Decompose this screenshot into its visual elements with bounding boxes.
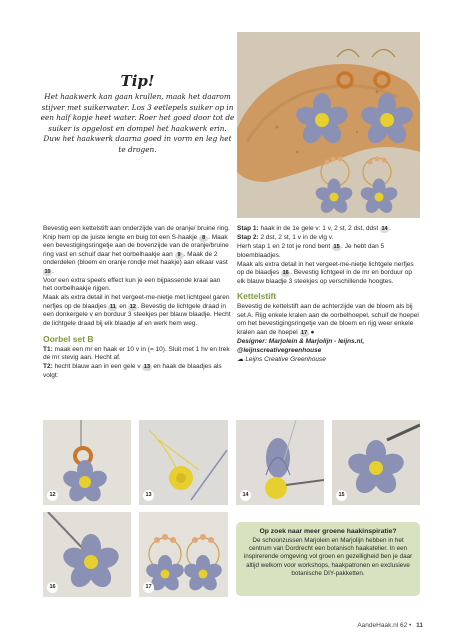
step-photo-12 (43, 420, 131, 505)
promo-text: De schoonzussen Marjolein en Marjolijn hebben in het centrum van Dordrecht een botanisch haakatelier. In een inspirerende omgeving vol groen en gezelligheid ben je daar altijd welkom voor workshops, haakpatronen en exclusieve botanische DIY-pakketten. (243, 537, 413, 577)
heading-oorbel-set-b: Oorbel set B (43, 333, 94, 344)
stap-2: Stap 2: 2 dst, 2 st, 1 v in de vlg v. (237, 234, 334, 242)
instructions-right-column (237, 225, 420, 365)
promo-title: Op zoek naar meer groene haakinspiratie? (259, 528, 397, 535)
instructions-left-column (43, 225, 231, 381)
step-badge: 8 (199, 235, 208, 242)
step-badge: 14 (381, 226, 388, 232)
step-badge: 9 (175, 252, 184, 259)
footer-site: AandeHaak.nl 62 (357, 622, 408, 629)
designer-credit: Designer: Marjolein & Marjolijn - leijns.nl, @leijnscreativegreenhouse (237, 338, 365, 354)
tip-box (40, 72, 235, 156)
step-badge: 13 (143, 364, 151, 371)
step-number: 14 (240, 490, 251, 501)
t1-paragraph: T1: maak een mr en haak er 10 v in (= 10). Sluit met 1 hv en trek de mr stevig aan. Hecht af. (43, 345, 230, 362)
photo-credit: ☁ Leijns Creative Greenhouse (237, 355, 326, 363)
step-number: 12 (47, 490, 58, 501)
step-badge: 11 (110, 303, 116, 310)
page-number: 11 (416, 622, 423, 629)
step-badge: 10 (44, 268, 51, 275)
repeat-paragraph: Herh stap 1 en 2 tot je rond bent 15 . Je hebt dan 5 bloemblaadjes. (237, 243, 385, 259)
page-footer (357, 622, 423, 629)
step-photo-13 (139, 420, 228, 505)
tip-text: Het haakwerk kan gaan krullen, maak het daarom stijver met suikerwater. Los 3 eetlepels suiker op in een half kopje heet water. Roer het goed door tot de suiker is opgelost en dompel het haakwerk erin. Duw het haakwerk daarna goed in vorm en leg het te drogen. (40, 92, 235, 154)
detail-paragraph: Maak als extra detail in het vergeet-me-nietje met lichtgeel garen nerfjes op de blaadjes 11 en 12 . Bevestig de lichtgele draad in een donkergele v en borduur 3 steekjes per blauw blaadje. Hecht de lichtgele draad bij elk blaadje af en werk hem weg. (43, 294, 231, 328)
promo-box (236, 522, 420, 596)
footer-separator: • (409, 622, 412, 629)
earrings-illustration (237, 32, 420, 218)
kettelstift-paragraph: Bevestig de kettelstift aan de achterzijde van de bloem als bij set A. Rijg enkele kralen aan de oorbelhoepel, schuif de hoepel om het bevestigingsringetje van de bloem en rijg weer enkele kralen aan de hoepel 17 ● (237, 303, 419, 336)
bead-paragraph: Voor een extra speels effect kun je een bijpassende kraal aan het oorbelhaakje rijgen. (43, 276, 221, 293)
stap-1: Stap 1: haak in de 1e gele v: 1 v, 2 st, 2 dst, ddst 14 . (237, 225, 391, 232)
step-photo-14 (236, 420, 324, 505)
step-badge: 12 (129, 303, 136, 310)
step-number: 17 (143, 582, 154, 593)
step-number: 15 (336, 490, 347, 501)
heading-kettelstift: Kettelstift (237, 291, 277, 302)
step-number: 13 (143, 490, 154, 501)
step-photo-16 (43, 512, 131, 597)
detail-paragraph-b: Maak als extra detail in het vergeet-me-nietje lichtgele nerfjes op de blaadjes 16 . Bevestig lichtgeel in de mr en borduur op elk blauw blaadje 3 steekjes op verschillende hoogtes. (237, 260, 414, 285)
intro-paragraph: Bevestig een kettelstift aan onderzijde van de oranje/ bruine ring. Knip hem op de juiste lengte en buig tot een S-haakje 8 . Maak een bevestigingsringetje aan de bovenzijde van de oranje/bruine ring vast en schuif daar het oorbelhaakje aan 9 . Maak de 2 onderdelen (bloem en oranje rondje met haakje) aan elkaar vast 10 . (43, 225, 230, 275)
t2-paragraph: T2: hecht blauw aan in een gele v 13 en haak de blaadjes als volgt: (43, 363, 222, 379)
step-photo-17 (139, 512, 228, 597)
step-number: 16 (47, 582, 58, 593)
step-badge: 17 (301, 329, 308, 336)
step-badge: 15 (333, 244, 340, 251)
camera-icon: ☁ (237, 355, 246, 363)
step-photo-15 (332, 420, 420, 505)
end-bullet: ● (310, 328, 315, 336)
step-badge: 16 (282, 270, 289, 277)
tip-title: Tip! (120, 72, 155, 90)
earrings-photo (237, 32, 420, 218)
